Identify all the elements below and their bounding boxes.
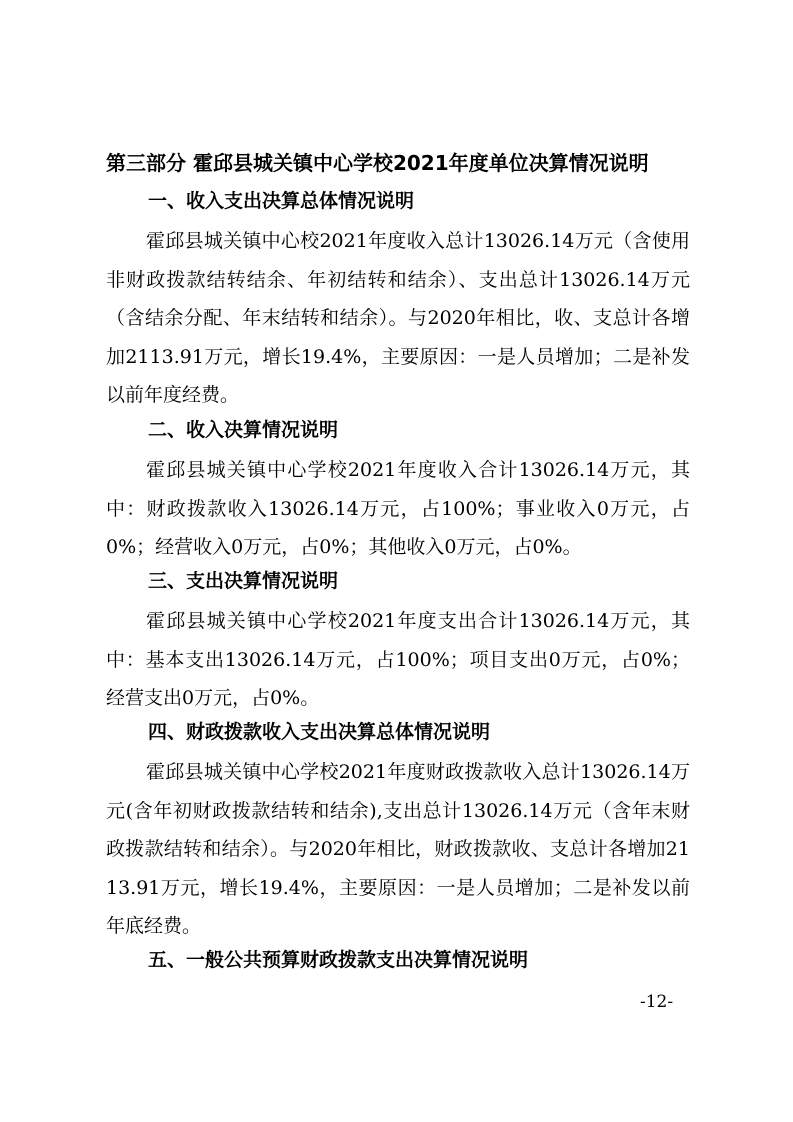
- section-heading-4: 四、财政拨款收入支出决算总体情况说明: [148, 721, 491, 743]
- section-paragraph-2: 霍邱县城关镇中心学校2021年度收入合计13026.14万元，其中：财政拨款收入13026.14万元，占100%；事业收入0万元，占0%；经营收入0万元，占0%；其他收入0万元，占0%。: [106, 459, 690, 558]
- section-heading-1: 一、收入支出决算总体情况说明: [148, 190, 415, 212]
- document-title: 第三部分 霍邱县城关镇中心学校2021年度单位决算情况说明: [106, 151, 649, 175]
- section-paragraph-3: 霍邱县城关镇中心学校2021年度支出合计13026.14万元，其中：基本支出13026.14万元，占100%；项目支出0万元，占0%；经营支出0万元，占0%。: [106, 610, 690, 709]
- section-heading-3: 三、支出决算情况说明: [148, 570, 339, 592]
- section-heading-2: 二、收入决算情况说明: [148, 419, 339, 441]
- section-paragraph-1: 霍邱县城关镇中心校2021年度收入总计13026.14万元（含使用非财政拨款结转结余、年初结转和结余）、支出总计13026.14万元（含结余分配、年末结转和结余）。与2020年相比，收、支总计各增加2113.91万元，增长19.4%，主要原因：一是人员增加；二是补发以前年度经费。: [106, 230, 690, 406]
- section-paragraph-4: 霍邱县城关镇中心学校2021年度财政拨款收入总计13026.14万元(含年初财政拨款结转和结余),支出总计13026.14万元（含年末财政拨款结转和结余）。与2020年相比，财政拨款收、支总计各增加2113.91万元，增长19.4%，主要原因：一是人员增加；二是补发以前年底经费。: [106, 761, 690, 937]
- section-heading-5: 五、一般公共预算财政拨款支出决算情况说明: [148, 949, 529, 971]
- page-number: -12-: [640, 992, 674, 1012]
